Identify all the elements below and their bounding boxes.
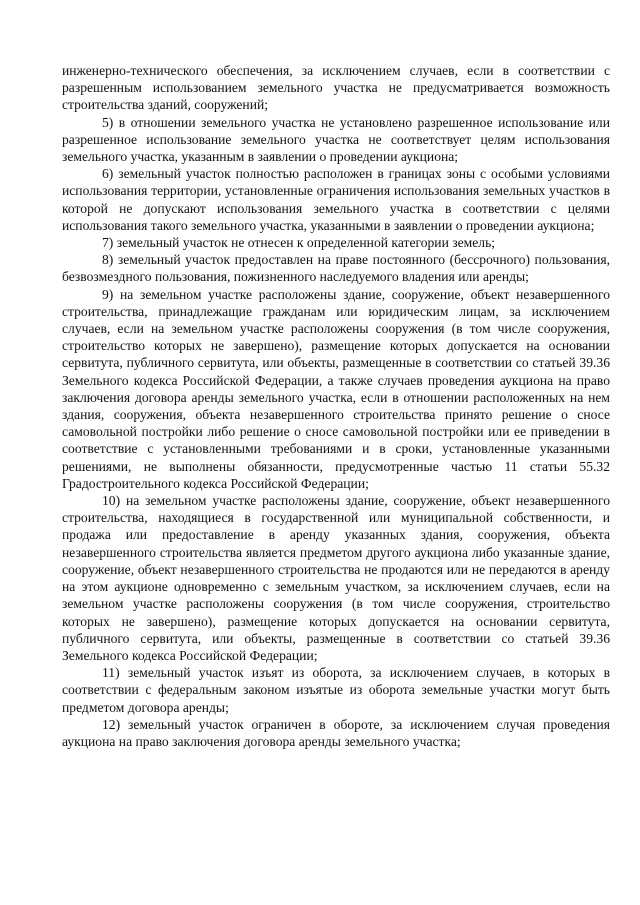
paragraph-item-11: 11) земельный участок изъят из оборота, за исключением случаев, в которых в соответствии с федеральным законом изъятые из оборота земельные участки могут быть предметом договора аренды;	[62, 665, 610, 715]
paragraph-item-8: 8) земельный участок предоставлен на праве постоянного (бессрочного) пользования, безвозмездного пользования, пожизненного наследуемого владения или аренды;	[62, 252, 610, 285]
paragraph-item-6: 6) земельный участок полностью расположен в границах зоны с особыми условиями использования территории, установленные ограничения использования земельных участков в которой не допускают использования земельного участка в соответствии с целями использования такого земельного участка, указанными в заявлении о проведении аукциона;	[62, 166, 610, 233]
paragraph-item-9: 9) на земельном участке расположены здание, сооружение, объект незавершенного строительства, принадлежащие гражданам или юридическим лицам, за исключением случаев, если на земельном участке расположены сооружения (в том числе сооружения, строительство которых не завершено), размещение которых допускается на основании сервитута, публичного сервитута, или объекты, размещенные в соответствии со статьей 39.36 Земельного кодекса Российской Федерации, а также случаев проведения аукциона на право заключения договора аренды земельного участка, если в отношении расположенных на нем здания, сооружения, объекта незавершенного строительства принято решение о сносе самовольной постройки либо решение о сносе самовольной постройки или ее приведении в соответствие с установленными требованиями и в сроки, установленные указанными решениями, не выполнены обязанности, предусмотренные частью 11 статьи 55.32 Градостроительного кодекса Российской Федерации;	[62, 286, 610, 491]
paragraph-continuation: инженерно-технического обеспечения, за исключением случаев, если в соответствии с разрешенным использованием земельного участка не предусматривается возможность строительства зданий, сооружений;	[62, 63, 610, 113]
paragraph-item-5: 5) в отношении земельного участка не установлено разрешенное использование или разрешенное использование земельного участка не соответствует целям использования земельного участка, указанным в заявлении о проведении аукциона;	[62, 114, 610, 165]
document-page	[62, 62, 610, 750]
paragraph-item-10: 10) на земельном участке расположены здание, сооружение, объект незавершенного строительства, находящиеся в государственной или муниципальной собственности, и продажа или предоставление в аренду указанных здания, сооружения, объекта незавершенного строительства является предметом другого аукциона либо указанные здание, сооружение, объект незавершенного строительства не продаются или не передаются в аренду на этом аукционе одновременно с земельным участком, за исключением случаев, если на земельном участке расположены сооружения (в том числе сооружения, строительство которых не завершено), размещение которых допускается на основании сервитута, публичного сервитута, или объекты, размещенные в соответствии со статьей 39.36 Земельного кодекса Российской Федерации;	[62, 493, 610, 663]
paragraph-item-12: 12) земельный участок ограничен в обороте, за исключением случая проведения аукциона на право заключения договора аренды земельного участка;	[62, 716, 610, 749]
paragraph-item-7: 7) земельный участок не отнесен к определенной категории земель;	[102, 235, 496, 251]
